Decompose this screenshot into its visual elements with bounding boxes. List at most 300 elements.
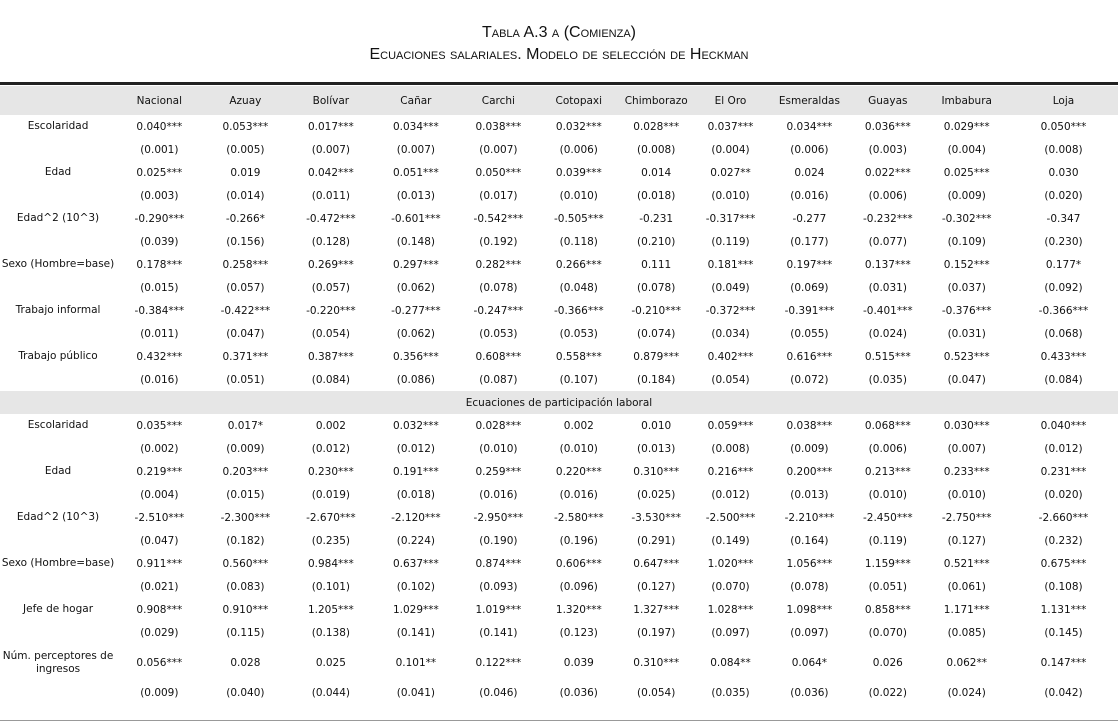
se-cell: (0.012) — [396, 442, 436, 455]
coef-cell: 0.432*** — [136, 350, 183, 363]
coef-cell: 0.558*** — [555, 350, 602, 363]
coef-cell: -0.376*** — [941, 304, 992, 317]
coef-cell: 0.017* — [227, 419, 264, 432]
se-cell: (0.040) — [226, 687, 265, 699]
column-header: Cotopaxi — [539, 86, 619, 115]
coef-cell: 0.231*** — [1040, 465, 1087, 478]
column-header: Carchi — [458, 86, 538, 115]
se-row — [0, 483, 1118, 506]
row-label-empty — [0, 529, 116, 552]
se-cell: (0.008) — [637, 143, 676, 156]
coef-cell: 0.024 — [794, 166, 825, 179]
coef-cell: 1.131*** — [1040, 603, 1087, 616]
se-cell: (0.047) — [947, 373, 986, 386]
column-header: Chimborazo — [619, 86, 693, 115]
coef-cell: 0.230*** — [307, 465, 354, 478]
se-cell: (0.006) — [868, 189, 907, 202]
row-label: Edad^2 (10^3) — [16, 212, 100, 224]
coef-cell: -0.232*** — [863, 212, 913, 225]
se-row — [0, 230, 1118, 253]
se-row — [0, 184, 1118, 207]
se-cell: (0.184) — [637, 373, 676, 386]
column-header: Nacional — [116, 86, 203, 115]
se-cell: (0.020) — [1044, 189, 1083, 202]
se-cell: (0.109) — [947, 235, 986, 248]
se-cell: (0.054) — [637, 687, 676, 699]
se-cell: (0.009) — [790, 442, 829, 455]
coef-cell: -0.366*** — [1038, 304, 1089, 317]
row-label: Edad^2 (10^3) — [16, 511, 100, 523]
se-cell: (0.048) — [559, 281, 598, 294]
coef-cell: 0.560*** — [222, 557, 269, 570]
coef-cell: 0.908*** — [136, 603, 183, 616]
coef-cell: -2.500*** — [705, 511, 756, 524]
se-cell: (0.053) — [479, 327, 518, 340]
se-cell: (0.141) — [479, 626, 518, 639]
se-cell: (0.107) — [559, 373, 598, 386]
coef-cell: 0.026 — [872, 657, 903, 669]
coef-cell: 0.028*** — [633, 120, 680, 133]
se-cell: (0.034) — [711, 327, 750, 340]
coef-cell: 0.028*** — [475, 419, 522, 432]
se-cell: (0.013) — [396, 189, 436, 202]
coef-cell: 0.269*** — [307, 258, 354, 271]
row-label-empty — [0, 437, 116, 460]
row-label-empty — [0, 483, 116, 506]
se-cell: (0.053) — [559, 327, 598, 340]
coef-cell: 0.002 — [315, 419, 346, 432]
coef-cell: -0.317*** — [705, 212, 756, 225]
se-cell: (0.024) — [947, 687, 986, 699]
column-header: El Oro — [693, 86, 767, 115]
se-cell: (0.015) — [140, 281, 179, 294]
se-cell: (0.210) — [637, 235, 676, 248]
se-cell: (0.012) — [711, 488, 750, 501]
se-cell: (0.096) — [559, 580, 598, 593]
coef-cell: 1.159*** — [864, 557, 911, 570]
coef-cell: 1.320*** — [555, 603, 602, 616]
se-cell: (0.054) — [311, 327, 351, 340]
coef-cell: 0.879*** — [633, 350, 680, 363]
row-label: Núm. perceptores de ingresos — [2, 650, 114, 675]
se-cell: (0.010) — [711, 189, 750, 202]
coef-cell: -0.277*** — [391, 304, 441, 317]
se-cell: (0.012) — [311, 442, 351, 455]
coef-cell: 1.171*** — [943, 603, 990, 616]
coef-cell: 0.178*** — [136, 258, 183, 271]
header-cell-empty — [0, 86, 116, 115]
coef-cell: 0.002 — [563, 419, 594, 432]
se-cell: (0.054) — [711, 373, 750, 386]
coef-cell: 0.216*** — [707, 465, 754, 478]
coef-cell: -0.266* — [225, 212, 265, 225]
se-cell: (0.148) — [396, 235, 436, 248]
coef-cell: -0.542*** — [473, 212, 524, 225]
coef-cell: 0.051*** — [392, 166, 439, 179]
se-cell: (0.011) — [140, 327, 179, 340]
se-cell: (0.007) — [396, 143, 436, 156]
coef-cell: -2.670*** — [306, 511, 356, 524]
coef-cell: 0.028 — [230, 657, 261, 669]
se-cell: (0.085) — [947, 626, 986, 639]
se-cell: (0.224) — [396, 534, 436, 547]
se-cell: (0.018) — [637, 189, 676, 202]
se-cell: (0.051) — [226, 373, 265, 386]
coef-cell: 1.098*** — [786, 603, 833, 616]
coef-cell: 0.027** — [710, 166, 751, 179]
se-cell: (0.012) — [1044, 442, 1083, 455]
coef-cell: 1.019*** — [475, 603, 522, 616]
coef-cell: 0.038*** — [475, 120, 522, 133]
coef-cell: -0.401*** — [863, 304, 913, 317]
se-cell: (0.008) — [1044, 143, 1083, 156]
se-cell: (0.127) — [637, 580, 676, 593]
se-cell: (0.164) — [790, 534, 829, 547]
se-cell: (0.078) — [479, 281, 518, 294]
se-cell: (0.084) — [311, 373, 351, 386]
row-label: Edad — [44, 166, 72, 178]
top-rule — [0, 82, 1118, 85]
se-cell: (0.127) — [947, 534, 986, 547]
table-title: Tabla A.3 a (Comienza) — [481, 24, 637, 41]
se-row — [0, 529, 1118, 552]
se-cell: (0.007) — [311, 143, 351, 156]
coef-cell: 0.356*** — [392, 350, 439, 363]
se-row — [0, 682, 1118, 704]
coef-cell: 0.025*** — [136, 166, 183, 179]
row-label-empty — [0, 138, 116, 161]
row-label: Trabajo público — [18, 350, 98, 362]
se-cell: (0.102) — [396, 580, 436, 593]
coef-cell: 0.056*** — [136, 657, 183, 669]
row-label: Sexo (Hombre=base) — [1, 258, 115, 270]
coef-cell: -0.505*** — [553, 212, 604, 225]
coef-cell: 0.433*** — [1040, 350, 1087, 363]
coef-cell: -2.120*** — [391, 511, 441, 524]
coef-cell: 0.101** — [395, 657, 437, 669]
coef-cell: 0.032*** — [555, 120, 602, 133]
coef-cell: 0.022*** — [864, 166, 911, 179]
coef-cell: 0.050*** — [1040, 120, 1087, 133]
coef-row — [0, 460, 1118, 483]
coef-cell: -0.347 — [1046, 212, 1081, 225]
se-cell: (0.007) — [947, 442, 986, 455]
se-cell: (0.062) — [396, 281, 436, 294]
coef-cell: 0.068*** — [864, 419, 911, 432]
coef-cell: 0.233*** — [943, 465, 990, 478]
se-cell: (0.022) — [868, 687, 907, 699]
se-cell: (0.068) — [1044, 327, 1083, 340]
coef-cell: 0.039 — [563, 657, 594, 669]
coef-cell: 0.371*** — [222, 350, 269, 363]
se-cell: (0.101) — [311, 580, 351, 593]
column-header: Guayas — [851, 86, 924, 115]
coef-cell: 0.084** — [710, 657, 751, 669]
bottom-rule — [0, 720, 1118, 721]
se-cell: (0.049) — [711, 281, 750, 294]
coef-cell: -2.660*** — [1038, 511, 1089, 524]
section-row — [0, 391, 1118, 414]
header-row — [0, 86, 1118, 115]
se-cell: (0.031) — [868, 281, 907, 294]
section-title: Ecuaciones de participación laboral — [0, 391, 1118, 414]
se-cell: (0.196) — [559, 534, 598, 547]
se-cell: (0.138) — [311, 626, 351, 639]
coef-cell: 0.266*** — [555, 258, 602, 271]
se-cell: (0.015) — [226, 488, 265, 501]
coef-cell: 0.014 — [641, 166, 672, 179]
coef-cell: 0.259*** — [475, 465, 522, 478]
row-label: Edad — [44, 465, 72, 477]
coef-cell: 0.911*** — [136, 557, 183, 570]
coef-cell: 0.521*** — [943, 557, 990, 570]
coef-cell: 0.025 — [315, 657, 346, 669]
coef-cell: 0.203*** — [222, 465, 269, 478]
coef-cell: -0.372*** — [705, 304, 756, 317]
row-label-empty — [0, 682, 116, 704]
coef-cell: 0.137*** — [864, 258, 911, 271]
row-label: Escolaridad — [27, 419, 89, 431]
se-cell: (0.035) — [868, 373, 907, 386]
coef-row — [0, 161, 1118, 184]
coef-row — [0, 552, 1118, 575]
coef-cell: 0.200*** — [786, 465, 833, 478]
coef-cell: -0.302*** — [941, 212, 992, 225]
coef-cell: 0.152*** — [943, 258, 990, 271]
se-cell: (0.141) — [396, 626, 436, 639]
se-cell: (0.118) — [559, 235, 598, 248]
coef-cell: 0.984*** — [307, 557, 354, 570]
coef-cell: 0.029*** — [943, 120, 990, 133]
se-row — [0, 138, 1118, 161]
coef-cell: 1.028*** — [707, 603, 754, 616]
se-cell: (0.047) — [140, 534, 179, 547]
coef-cell: -2.210*** — [784, 511, 835, 524]
se-cell: (0.235) — [311, 534, 351, 547]
se-cell: (0.009) — [226, 442, 265, 455]
table-subtitle: Ecuaciones salariales. Modelo de selección de Heckman — [369, 46, 749, 63]
se-cell: (0.013) — [637, 442, 676, 455]
se-cell: (0.291) — [637, 534, 676, 547]
se-cell: (0.004) — [140, 488, 179, 501]
se-cell: (0.029) — [140, 626, 179, 639]
coef-cell: -0.384*** — [134, 304, 185, 317]
row-label-empty — [0, 184, 116, 207]
coef-cell: 0.017*** — [307, 120, 354, 133]
column-header: Bolívar — [288, 86, 374, 115]
coef-cell: 0.025*** — [943, 166, 990, 179]
se-row — [0, 575, 1118, 598]
se-cell: (0.086) — [396, 373, 436, 386]
coef-cell: 0.608*** — [475, 350, 522, 363]
se-cell: (0.010) — [479, 442, 518, 455]
se-row — [0, 437, 1118, 460]
se-cell: (0.070) — [868, 626, 907, 639]
coef-cell: -0.247*** — [473, 304, 524, 317]
coef-cell: 0.062** — [946, 657, 987, 669]
coef-cell: 0.019 — [230, 166, 261, 179]
coef-cell: 0.310*** — [633, 465, 680, 478]
coef-cell: 0.675*** — [1040, 557, 1087, 570]
column-header: Cañar — [374, 86, 459, 115]
coef-cell: 0.647*** — [633, 557, 680, 570]
coef-cell: 0.036*** — [864, 120, 911, 133]
se-cell: (0.006) — [868, 442, 907, 455]
se-cell: (0.003) — [140, 189, 179, 202]
se-cell: (0.232) — [1044, 534, 1083, 547]
coef-cell: 0.059*** — [707, 419, 754, 432]
column-header: Imbabura — [924, 86, 1009, 115]
se-cell: (0.014) — [226, 189, 265, 202]
se-cell: (0.031) — [947, 327, 986, 340]
se-cell: (0.044) — [311, 687, 351, 699]
coef-cell: 0.858*** — [864, 603, 911, 616]
se-cell: (0.035) — [711, 687, 750, 699]
coef-row — [0, 115, 1118, 138]
se-cell: (0.119) — [868, 534, 907, 547]
se-cell: (0.074) — [637, 327, 676, 340]
coef-cell: 0.032*** — [392, 419, 439, 432]
se-cell: (0.192) — [479, 235, 518, 248]
coef-cell: 0.258*** — [222, 258, 269, 271]
coef-cell: 0.034*** — [786, 120, 833, 133]
se-cell: (0.093) — [479, 580, 518, 593]
coef-cell: -2.950*** — [473, 511, 524, 524]
se-cell: (0.061) — [947, 580, 986, 593]
se-cell: (0.024) — [868, 327, 907, 340]
se-cell: (0.025) — [637, 488, 676, 501]
se-cell: (0.001) — [140, 143, 179, 156]
coef-cell: 0.637*** — [392, 557, 439, 570]
coef-cell: -0.220*** — [306, 304, 356, 317]
se-cell: (0.051) — [868, 580, 907, 593]
se-cell: (0.010) — [559, 442, 598, 455]
se-cell: (0.046) — [479, 687, 518, 699]
coef-cell: 0.220*** — [555, 465, 602, 478]
coef-cell: 0.515*** — [864, 350, 911, 363]
se-cell: (0.092) — [1044, 281, 1083, 294]
se-cell: (0.009) — [140, 687, 179, 699]
coef-cell: 0.197*** — [786, 258, 833, 271]
row-label: Trabajo informal — [15, 304, 101, 316]
se-cell: (0.007) — [479, 143, 518, 156]
coef-cell: 0.177* — [1045, 258, 1082, 271]
coef-cell: 0.038*** — [786, 419, 833, 432]
coef-cell: -2.580*** — [553, 511, 604, 524]
coef-row — [0, 598, 1118, 621]
se-cell: (0.057) — [311, 281, 351, 294]
se-cell: (0.062) — [396, 327, 436, 340]
se-cell: (0.036) — [559, 687, 598, 699]
se-cell: (0.018) — [396, 488, 436, 501]
coef-cell: 0.111 — [641, 258, 672, 271]
coef-cell: 0.035*** — [136, 419, 183, 432]
se-cell: (0.055) — [790, 327, 829, 340]
se-cell: (0.017) — [479, 189, 518, 202]
se-cell: (0.009) — [947, 189, 986, 202]
se-cell: (0.039) — [140, 235, 179, 248]
se-cell: (0.011) — [311, 189, 351, 202]
row-label-empty — [0, 276, 116, 299]
coef-cell: 0.030 — [1048, 166, 1079, 179]
row-label-empty — [0, 368, 116, 391]
se-cell: (0.010) — [559, 189, 598, 202]
se-row — [0, 276, 1118, 299]
coef-cell: 0.122*** — [475, 657, 522, 669]
se-cell: (0.145) — [1044, 626, 1083, 639]
coef-cell: -2.450*** — [863, 511, 913, 524]
coef-cell: -0.210*** — [631, 304, 681, 317]
se-cell: (0.070) — [711, 580, 750, 593]
coef-row — [0, 644, 1118, 682]
table-caption — [0, 22, 1118, 66]
se-cell: (0.084) — [1044, 373, 1083, 386]
se-cell: (0.078) — [790, 580, 829, 593]
se-cell: (0.128) — [311, 235, 351, 248]
se-row — [0, 322, 1118, 345]
coef-cell: -0.422*** — [220, 304, 271, 317]
coef-row — [0, 299, 1118, 322]
coef-row — [0, 253, 1118, 276]
se-cell: (0.016) — [140, 373, 179, 386]
se-cell: (0.069) — [790, 281, 829, 294]
coef-cell: -0.277 — [792, 212, 827, 225]
coef-cell: 1.020*** — [707, 557, 754, 570]
coef-cell: 0.402*** — [707, 350, 754, 363]
coef-cell: 0.219*** — [136, 465, 183, 478]
heckman-table — [0, 86, 1118, 704]
se-cell: (0.010) — [947, 488, 986, 501]
se-cell: (0.042) — [1044, 687, 1083, 699]
se-cell: (0.149) — [711, 534, 750, 547]
se-cell: (0.119) — [711, 235, 750, 248]
se-cell: (0.097) — [790, 626, 829, 639]
se-cell: (0.083) — [226, 580, 265, 593]
coef-cell: -2.300*** — [220, 511, 271, 524]
coef-cell: 0.523*** — [943, 350, 990, 363]
row-label: Escolaridad — [27, 120, 89, 132]
column-header: Loja — [1009, 86, 1118, 115]
coef-cell: 1.327*** — [633, 603, 680, 616]
coef-cell: 0.037*** — [707, 120, 754, 133]
se-cell: (0.004) — [947, 143, 986, 156]
se-cell: (0.047) — [226, 327, 265, 340]
coef-cell: -0.472*** — [306, 212, 356, 225]
coef-cell: -2.510*** — [134, 511, 185, 524]
coef-cell: -0.391*** — [784, 304, 835, 317]
se-cell: (0.002) — [140, 442, 179, 455]
coef-cell: 0.030*** — [943, 419, 990, 432]
se-cell: (0.072) — [790, 373, 829, 386]
se-cell: (0.078) — [637, 281, 676, 294]
coef-cell: 1.029*** — [392, 603, 439, 616]
coef-cell: 0.064* — [791, 657, 828, 669]
row-label-empty — [0, 621, 116, 644]
se-cell: (0.021) — [140, 580, 179, 593]
coef-cell: 0.040*** — [136, 120, 183, 133]
coef-cell: -0.366*** — [553, 304, 604, 317]
se-cell: (0.016) — [479, 488, 518, 501]
coef-row — [0, 506, 1118, 529]
se-row — [0, 368, 1118, 391]
se-cell: (0.097) — [711, 626, 750, 639]
coef-cell: -0.231 — [639, 212, 674, 225]
se-cell: (0.087) — [479, 373, 518, 386]
se-cell: (0.016) — [790, 189, 829, 202]
coef-cell: 0.606*** — [555, 557, 602, 570]
coef-cell: -2.750*** — [941, 511, 992, 524]
se-cell: (0.005) — [226, 143, 265, 156]
